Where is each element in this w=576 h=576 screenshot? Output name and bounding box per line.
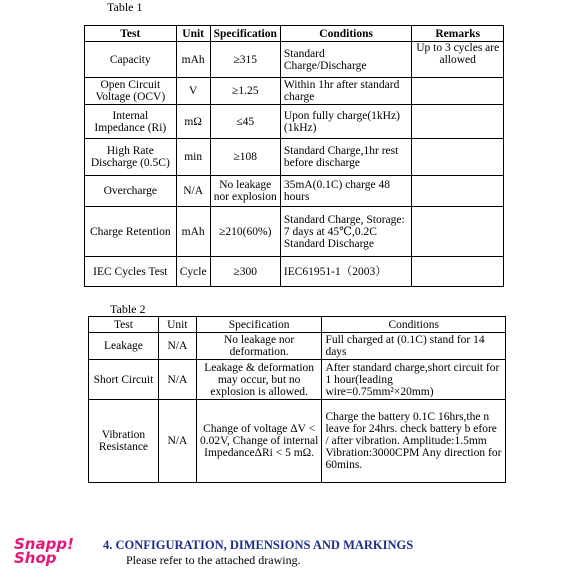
cell-test: Vibration Resistance (89, 400, 159, 483)
cell-spec: Leakage & deformation may occur, but no explosion is allowed. (196, 360, 322, 400)
cell-test: Open Circuit Voltage (OCV) (85, 78, 177, 105)
table-header-row (85, 26, 504, 42)
cell-conditions: Standard Charge/Discharge (280, 42, 412, 78)
cell-test: High Rate Discharge (0.5C) (85, 139, 177, 176)
table-row (89, 400, 506, 483)
table-row (85, 139, 504, 176)
cell-spec: ≥1.25 (210, 78, 280, 105)
cell-unit: Cycle (176, 257, 210, 287)
section-title: 4. CONFIGURATION, DIMENSIONS AND MARKINGS (103, 538, 414, 552)
table-1 (84, 25, 504, 287)
cell-unit: V (176, 78, 210, 105)
cell-remarks (412, 207, 504, 257)
header-specification: Specification (196, 317, 322, 333)
table2-caption: Table 2 (110, 302, 146, 316)
cell-conditions: IEC61951-1（2003） (280, 257, 412, 287)
header-remarks: Remarks (412, 26, 504, 42)
cell-test: Charge Retention (85, 207, 177, 257)
cell-unit: N/A (158, 333, 196, 360)
cell-conditions: Within 1hr after standard charge (280, 78, 412, 105)
header-conditions: Conditions (322, 317, 506, 333)
table-header-row (89, 317, 506, 333)
logo-line-2: Shop (14, 549, 57, 567)
header-unit: Unit (176, 26, 210, 42)
cell-spec: Change of voltage ΔV < 0.02V, Change of internal ImpedanceΔRi < 5 mΩ. (196, 400, 322, 483)
cell-remarks: Up to 3 cycles are allowed (412, 42, 504, 78)
header-specification: Specification (210, 26, 280, 42)
header-test: Test (85, 26, 177, 42)
cell-test: Short Circuit (89, 360, 159, 400)
cell-unit: mAh (176, 42, 210, 78)
table-2 (88, 316, 506, 483)
cell-remarks (412, 176, 504, 207)
cell-conditions: Charge the battery 0.1C 16hrs,the n leave for 24hrs. check battery b efore / after vibration. Amplitude:1.5mm Vibration:3000CPM Any direction for 60mins. (322, 400, 506, 483)
cell-spec: No leakage nor explosion (210, 176, 280, 207)
cell-remarks (412, 257, 504, 287)
cell-unit: N/A (158, 360, 196, 400)
table-row (85, 257, 504, 287)
cell-conditions: 35mA(0.1C) charge 48 hours (280, 176, 412, 207)
cell-unit: N/A (176, 176, 210, 207)
cell-remarks (412, 105, 504, 139)
cell-spec: ≤45 (210, 105, 280, 139)
section-body: Please refer to the attached drawing. (126, 553, 301, 567)
table-row (85, 207, 504, 257)
snapp-shop-logo (14, 537, 74, 565)
table1-caption: Table 1 (107, 0, 143, 14)
cell-conditions: Upon fully charge(1kHz) (1kHz) (280, 105, 412, 139)
cell-spec: ≥108 (210, 139, 280, 176)
cell-test: Leakage (89, 333, 159, 360)
cell-spec: ≥210(60%) (210, 207, 280, 257)
cell-conditions: Standard Charge, Storage: 7 days at 45℃,0.2C Standard Discharge (280, 207, 412, 257)
cell-spec: No leakage nor deformation. (196, 333, 322, 360)
cell-remarks (412, 78, 504, 105)
cell-conditions: Standard Charge,1hr rest before discharge (280, 139, 412, 176)
table-row (85, 42, 504, 78)
header-unit: Unit (158, 317, 196, 333)
table-row (89, 333, 506, 360)
table-row (85, 105, 504, 139)
logo-line-1: Snapp! (14, 535, 74, 553)
cell-spec: ≥315 (210, 42, 280, 78)
cell-unit: N/A (158, 400, 196, 483)
header-conditions: Conditions (280, 26, 412, 42)
header-test: Test (89, 317, 159, 333)
cell-unit: mΩ (176, 105, 210, 139)
cell-conditions: Full charged at (0.1C) stand for 14 days (322, 333, 506, 360)
table-row (85, 78, 504, 105)
cell-test: Overcharge (85, 176, 177, 207)
table-row (89, 360, 506, 400)
cell-test: Capacity (85, 42, 177, 78)
cell-test: Internal Impedance (Ri) (85, 105, 177, 139)
cell-spec: ≥300 (210, 257, 280, 287)
cell-test: IEC Cycles Test (85, 257, 177, 287)
cell-unit: mAh (176, 207, 210, 257)
cell-conditions: After standard charge,short circuit for 1 hour(leading wire=0.75mm²×20mm) (322, 360, 506, 400)
table-row (85, 176, 504, 207)
cell-remarks (412, 139, 504, 176)
cell-unit: min (176, 139, 210, 176)
